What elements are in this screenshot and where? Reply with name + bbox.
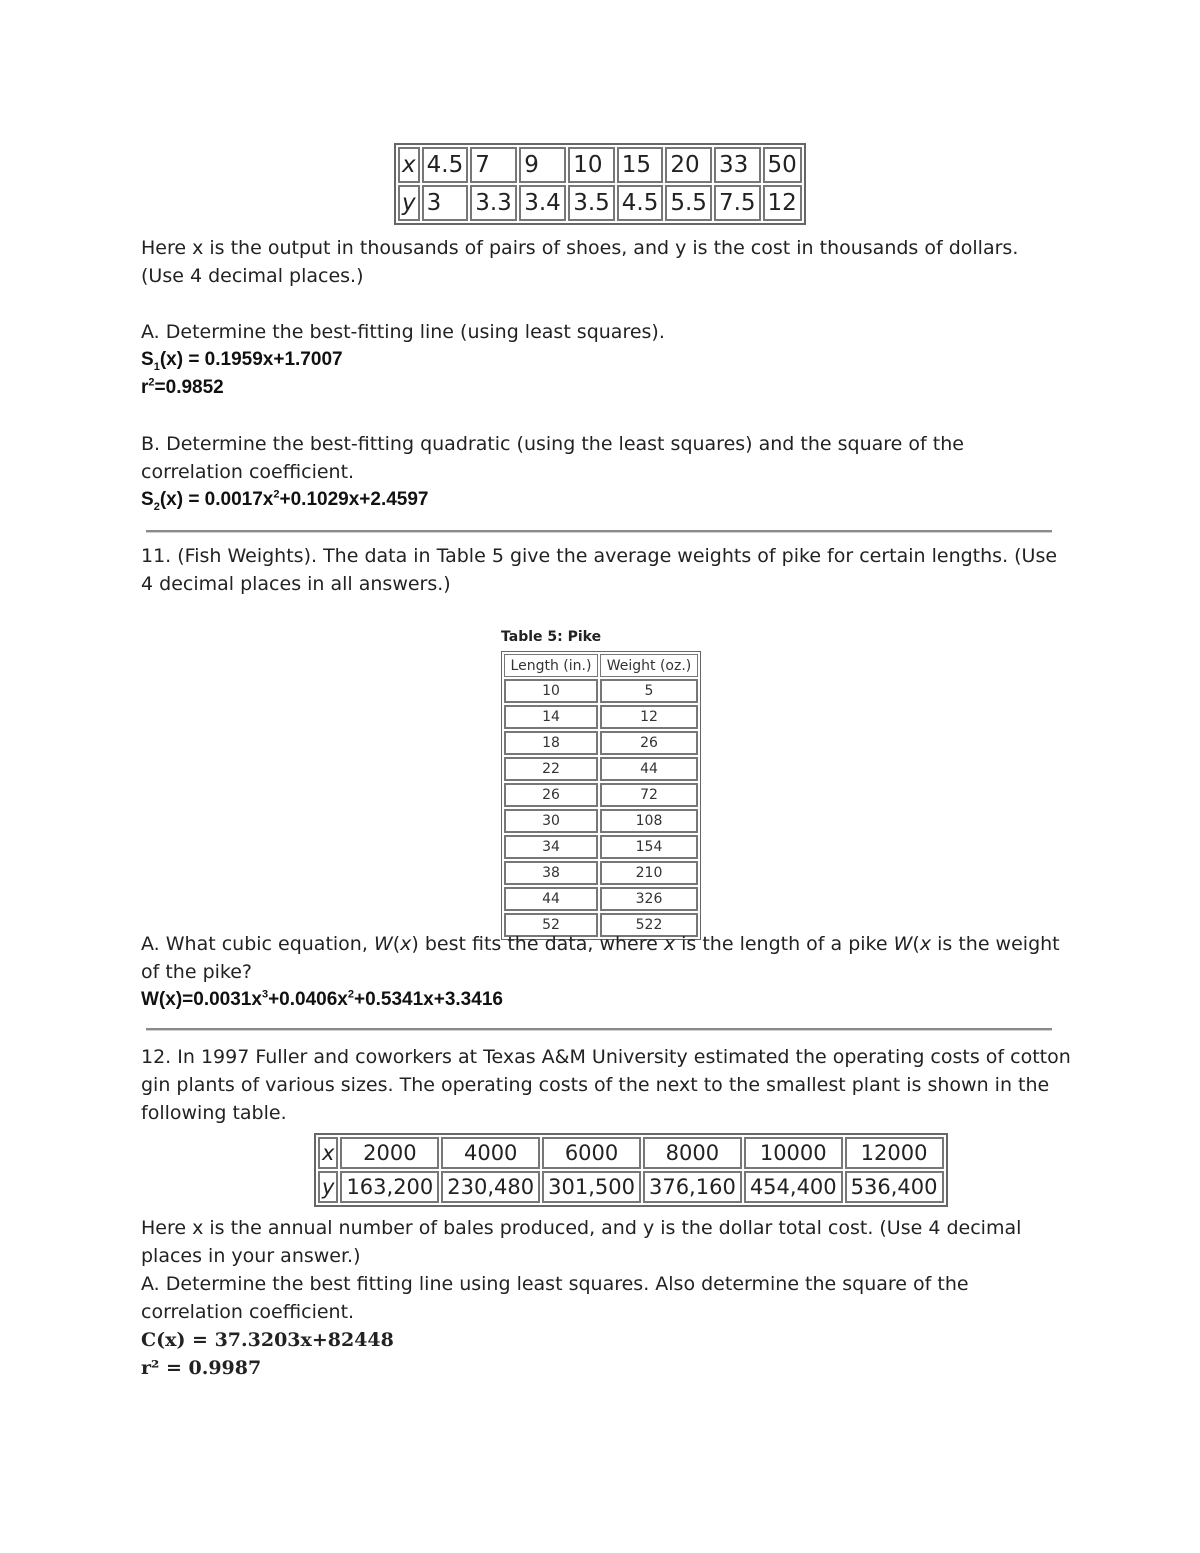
y-cell: 454,400 — [744, 1171, 843, 1203]
cubic-fit-answer: $W(x)=0.0031x^3+0.0406x^2+0.5341x+3.3416$ — [141, 988, 503, 1010]
q12-details — [141, 1214, 1071, 1382]
x-cell: 4000 — [441, 1137, 540, 1169]
x-cell: 20 — [665, 147, 712, 183]
table-row — [398, 147, 802, 183]
q11-number: 11. — [141, 545, 172, 567]
y-label: y — [398, 185, 420, 221]
x-cell: 4.5 — [422, 147, 469, 183]
x-cell: 15 — [617, 147, 664, 183]
table-row: 34 154 — [504, 835, 698, 859]
y-cell: 163,200 — [340, 1171, 439, 1203]
q12-text: In 1997 Fuller and coworkers at Texas A&M University estimated the operating costs of cotton gin plants of various sizes. The operating costs of the next to the smallest plant is shown in the following table. — [141, 1046, 1071, 1124]
q10-intro-line1: Here x is the output in thousands of pairs of shoes, and y is the cost in thousands of dollars. — [141, 237, 1019, 259]
y-cell: 3 — [422, 185, 469, 221]
y-cell: 12 — [763, 185, 802, 221]
q11-part-a-question: A. What cubic equation, W(x) best fits the data, where x is the length of a pike W(x is the weight of the pike? — [141, 933, 1060, 983]
table-row — [398, 185, 802, 221]
q11-part-a — [141, 930, 1071, 1014]
linear-fit-answer: $S_1(x) = 0.1959x+1.7007$ — [141, 349, 343, 373]
q10-intro — [141, 234, 1071, 290]
table-row: 52 522 — [504, 913, 698, 937]
y-cell: 536,400 — [845, 1171, 944, 1203]
table-row: 10 5 — [504, 679, 698, 703]
q10-part-b-question: B. Determine the best-fitting quadratic (using the least squares) and the square of the correlation coefficient. — [141, 433, 964, 483]
x-cell: 7 — [470, 147, 517, 183]
table-row: 14 12 — [504, 705, 698, 729]
pike-table — [501, 651, 701, 940]
table-row: 38 210 — [504, 861, 698, 885]
y-cell: 3.5 — [568, 185, 615, 221]
q12-number: 12. — [141, 1046, 172, 1068]
table-row: 22 44 — [504, 757, 698, 781]
table-row: 30 108 — [504, 809, 698, 833]
y-cell: 7.5 — [714, 185, 761, 221]
q12-description: Here x is the annual number of bales produced, and y is the dollar total cost. (Use 4 decimal places in your answer.) — [141, 1217, 1022, 1267]
x-cell: 10 — [568, 147, 615, 183]
quadratic-fit-answer: $S_2(x) = 0.0017x^2+0.1029x+2.4597$ — [141, 488, 429, 513]
cost-line-answer: C(x) = 37.3203x+82448 — [141, 1329, 394, 1351]
x-cell: 8000 — [643, 1137, 742, 1169]
pike-table-title: Table 5: Pike — [501, 629, 602, 645]
y-cell: 301,500 — [542, 1171, 641, 1203]
x-cell: 33 — [714, 147, 761, 183]
q11-text: (Fish Weights). The data in Table 5 give the average weights of pike for certain lengths. (Use 4 decimal places in all answers.) — [141, 545, 1058, 595]
r-squared-answer: $r^2=0.9852$ — [141, 376, 224, 398]
x-label: x — [398, 147, 420, 183]
table-row: 18 26 — [504, 731, 698, 755]
table-header-row — [504, 654, 698, 677]
length-column-header: Length (in.) — [504, 654, 598, 677]
table-row: 44 326 — [504, 887, 698, 911]
y-cell: 5.5 — [665, 185, 712, 221]
x-cell: 9 — [519, 147, 566, 183]
q10-part-a-question: A. Determine the best-fitting line (using least squares). — [141, 321, 665, 343]
section-divider — [146, 530, 1052, 533]
table-row — [318, 1137, 944, 1169]
weight-column-header: Weight (oz.) — [600, 654, 698, 677]
q12-part-a-question: A. Determine the best fitting line using least squares. Also determine the square of the correlation coefficient. — [141, 1273, 969, 1323]
x-label: x — [318, 1137, 338, 1169]
q10-part-a — [141, 318, 1071, 402]
y-label: y — [318, 1171, 338, 1203]
x-cell: 10000 — [744, 1137, 843, 1169]
q11-intro — [141, 542, 1071, 598]
q12-intro — [141, 1043, 1071, 1127]
y-cell: 3.4 — [519, 185, 566, 221]
cotton-gin-table — [314, 1133, 948, 1207]
q10-part-b — [141, 430, 1071, 514]
x-cell: 50 — [763, 147, 802, 183]
q10-intro-line2: (Use 4 decimal places.) — [141, 265, 364, 287]
x-cell: 12000 — [845, 1137, 944, 1169]
table-row — [318, 1171, 944, 1203]
x-cell: 2000 — [340, 1137, 439, 1169]
x-cell: 6000 — [542, 1137, 641, 1169]
r-squared-answer: r² = 0.9987 — [141, 1357, 262, 1379]
y-cell: 4.5 — [617, 185, 664, 221]
y-cell: 3.3 — [470, 185, 517, 221]
table-row: 26 72 — [504, 783, 698, 807]
section-divider — [146, 1028, 1052, 1031]
y-cell: 230,480 — [441, 1171, 540, 1203]
y-cell: 376,160 — [643, 1171, 742, 1203]
shoe-cost-table — [394, 143, 806, 225]
